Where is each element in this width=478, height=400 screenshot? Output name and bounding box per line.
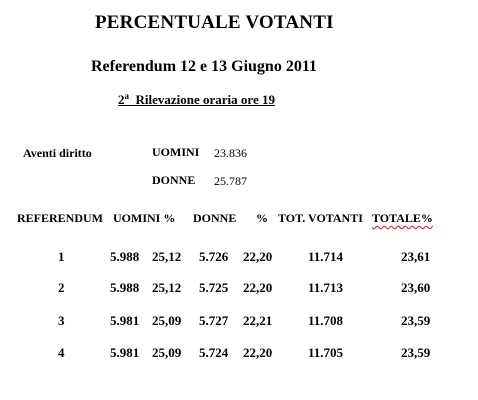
row-2-total: 11.713 (308, 280, 344, 295)
column-header-total-voters: TOT. VOTANTI (278, 211, 363, 225)
row-2-women: 5.725 (199, 280, 229, 295)
row-1-men-pct: 25,12 (152, 249, 182, 264)
row-4-men: 5.981 (110, 345, 140, 360)
eligible-women-label: DONNE (152, 173, 196, 187)
eligible-women-value: 25.787 (214, 174, 247, 188)
row-4-total: 11.705 (308, 345, 344, 360)
row-4-total-pct: 23,59 (401, 345, 431, 360)
row-4-women-pct: 22,20 (243, 345, 273, 360)
column-header-total-pct: TOTALE% (372, 211, 433, 225)
row-1-women-pct: 22,20 (243, 249, 273, 264)
row-2-women-pct: 22,20 (243, 280, 273, 295)
row-3-total-pct: 23,59 (401, 313, 431, 328)
column-header-referendum: REFERENDUM (17, 211, 103, 225)
row-4-men-pct: 25,09 (152, 345, 182, 360)
eligible-men-value: 23.836 (214, 146, 247, 160)
column-header-women-pct: % (256, 211, 268, 225)
row-4-number: 4 (58, 345, 65, 360)
row-1-total-pct: 23,61 (401, 249, 431, 264)
row-2-total-pct: 23,60 (401, 280, 431, 295)
column-header-men-pct: UOMINI % (113, 211, 176, 225)
row-4-women: 5.724 (199, 345, 229, 360)
row-3-total: 11.708 (308, 313, 344, 328)
row-2-men-pct: 25,12 (152, 280, 182, 295)
page-title: PERCENTUALE VOTANTI (95, 12, 334, 33)
row-1-total: 11.714 (308, 249, 344, 264)
survey-ordinal: a (124, 91, 129, 101)
survey-heading (118, 92, 275, 108)
row-2-men: 5.988 (110, 280, 140, 295)
survey-number: 2 (118, 92, 125, 107)
row-3-number: 3 (58, 313, 65, 328)
row-1-women: 5.726 (199, 249, 229, 264)
page-subtitle: Referendum 12 e 13 Giugno 2011 (91, 58, 317, 75)
row-3-women: 5.727 (199, 313, 229, 328)
row-2-number: 2 (58, 280, 65, 295)
row-1-number: 1 (58, 249, 65, 264)
column-header-women: DONNE (193, 211, 237, 225)
row-3-men: 5.981 (110, 313, 140, 328)
row-1-men: 5.988 (110, 249, 140, 264)
survey-text: Rilevazione oraria ore 19 (135, 92, 275, 107)
eligible-label: Aventi diritto (23, 146, 92, 160)
row-3-men-pct: 25,09 (152, 313, 182, 328)
row-3-women-pct: 22,21 (243, 313, 273, 328)
eligible-men-label: UOMINI (152, 145, 200, 159)
